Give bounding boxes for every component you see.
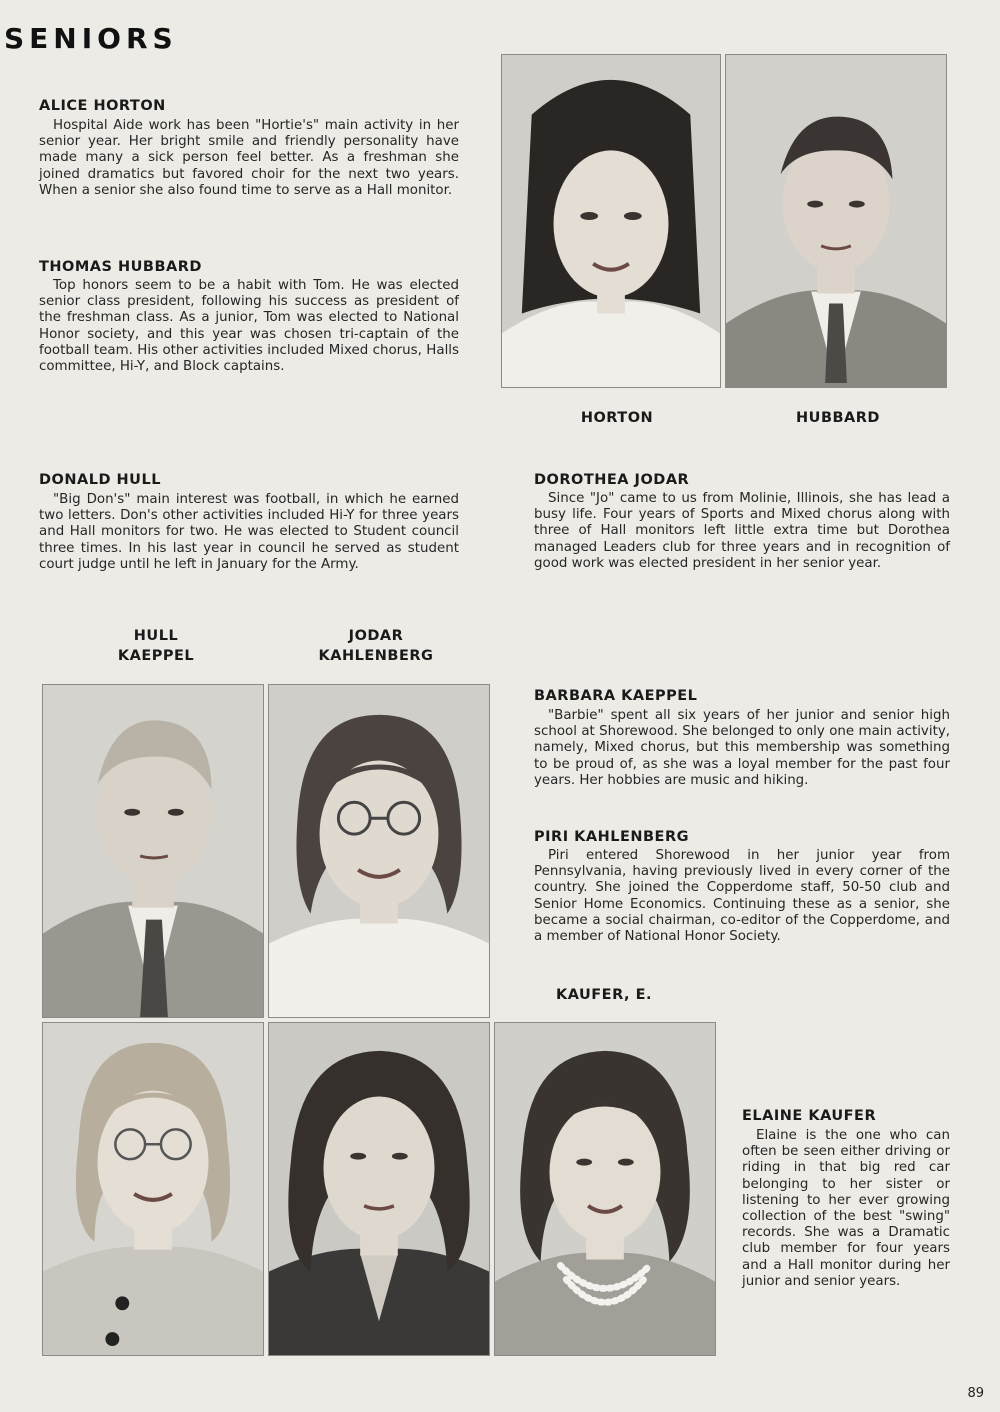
portrait-woman-glasses-icon xyxy=(269,685,489,1017)
portrait-photo-jodar xyxy=(268,684,490,1018)
bio-name-kaufer: ELAINE KAUFER xyxy=(742,1108,877,1124)
portrait-man-tie-icon xyxy=(726,55,946,387)
caption-kaeppel: KAEPPEL xyxy=(117,648,195,664)
portrait-photo-horton xyxy=(501,54,721,388)
caption-kaufer: KAUFER, E. xyxy=(555,987,652,1003)
bio-text-jodar: Since "Jo" came to us from Molinie, Illinois, she has lead a busy life. Four years of Sports and Mixed chorus along with three of Hall monitors left little extra time but Dorothea managed Leaders club for three years and in recognition of good work was elected president in her senior year. xyxy=(534,491,950,571)
bio-text-kahlenberg: Piri entered Shorewood in her junior year from Pennsylvania, having previously lived in every corner of the country. She joined the Copperdome staff, 50-50 club and Senior Home Economics. Continuing these as a senior, she became a social chairman, co-editor of the Copperdome, and a member of National Honor Society. xyxy=(534,848,950,945)
portrait-photo-kahlenberg xyxy=(268,1022,490,1356)
portrait-photo-hubbard xyxy=(725,54,947,388)
portrait-photo-hull xyxy=(42,684,264,1018)
bio-text-kaeppel: "Barbie" spent all six years of her junior and senior high school at Shorewood. She belonged to only one main activity, namely, Mixed chorus, but this membership was something to be proud of, as she was a loyal member for the past four years. Her hobbies are music and hiking. xyxy=(534,708,950,788)
bio-text-kaufer: Elaine is the one who can often be seen either driving or riding in that big red car belonging to her sister or listening to her ever growing collection of the best "swing" records. She was a Dramatic club member for four years and a Hall monitor during her junior and senior years. xyxy=(742,1128,950,1289)
bio-name-jodar: DOROTHEA JODAR xyxy=(534,472,690,488)
bio-text-horton: Hospital Aide work has been "Hortie's" main activity in her senior year. Her bright smile and friendly personality have made many a sick person feel better. As a freshman she joined dramatics but favored choir for the next two years. When a senior she also found time to serve as a Hall monitor. xyxy=(39,118,459,198)
bio-text-hull: "Big Don's" main interest was football, in which he earned two letters. Don's other activities included Hi-Y for three years and Hall monitors for two. He was elected to Student council three times. In his last year in council he served as student court judge until he left in January for the Army. xyxy=(39,492,459,572)
caption-hull: HULL xyxy=(133,628,179,644)
portrait-man-tie-icon xyxy=(43,685,263,1017)
caption-hull-kaeppel xyxy=(100,626,212,666)
bio-name-kaeppel: BARBARA KAEPPEL xyxy=(534,688,698,704)
portrait-woman-glasses-icon xyxy=(43,1023,263,1355)
bio-name-horton: ALICE HORTON xyxy=(39,98,166,114)
page-number: 89 xyxy=(967,1386,984,1401)
portrait-woman-long-hair-icon xyxy=(502,55,720,387)
bio-name-kahlenberg: PIRI KAHLENBERG xyxy=(534,829,690,845)
bio-text-hubbard: Top honors seem to be a habit with Tom. He was elected senior class president, following his success as president of the freshman class. As a junior, Tom was elected to National Honor society, and this year was chosen tri-captain of the football team. His other activities included Mixed chorus, Halls committee, Hi-Y, and Block captains. xyxy=(39,278,459,375)
portrait-photo-kaeppel xyxy=(42,1022,264,1356)
bio-name-hull: DONALD HULL xyxy=(39,472,161,488)
portrait-woman-pearls-icon xyxy=(495,1023,715,1355)
caption-hubbard: HUBBARD xyxy=(796,410,880,426)
caption-jodar-kahlenberg xyxy=(306,626,446,666)
bio-name-hubbard: THOMAS HUBBARD xyxy=(39,259,202,275)
caption-horton: HORTON xyxy=(580,410,654,426)
caption-jodar: JODAR xyxy=(348,628,404,644)
caption-kahlenberg: KAHLENBERG xyxy=(318,648,434,664)
portrait-woman-sweater-icon xyxy=(269,1023,489,1355)
portrait-photo-kaufer xyxy=(494,1022,716,1356)
page-title: SENIORS xyxy=(4,22,178,55)
